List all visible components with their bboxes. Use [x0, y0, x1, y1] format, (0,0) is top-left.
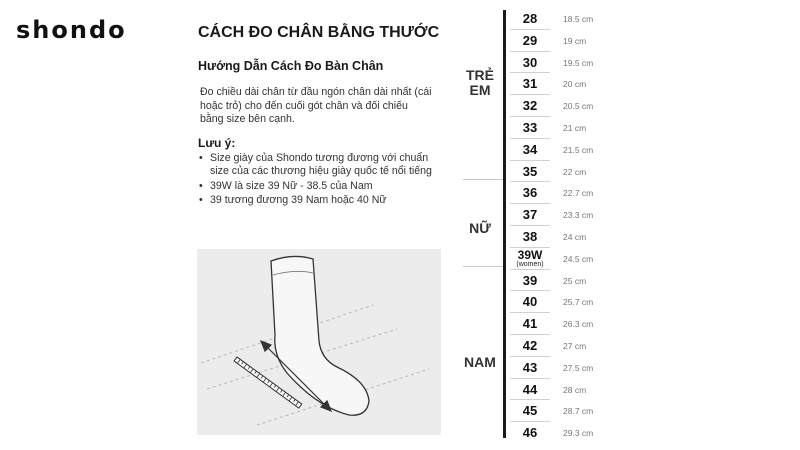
- size-value: 36: [522, 185, 538, 201]
- foot-length-cm: 18.5 cm: [563, 14, 594, 24]
- foot-length-cm: 24.5 cm: [563, 253, 594, 264]
- foot-length-cm: 23.3 cm: [563, 210, 594, 221]
- size-row: [510, 117, 600, 139]
- size-value: 39: [522, 272, 538, 288]
- size-row: [510, 335, 600, 357]
- size-value: 29: [522, 32, 538, 48]
- size-row: [510, 204, 600, 226]
- size-row: [510, 379, 600, 401]
- size-value: 33: [522, 120, 538, 135]
- foot-length-cm: 19.5 cm: [563, 57, 594, 68]
- size-value: 38: [522, 229, 538, 244]
- size-row: [510, 357, 600, 379]
- foot-length-cm: 20 cm: [563, 79, 587, 90]
- size-value: 37: [522, 207, 538, 223]
- size-value: 46: [522, 425, 538, 441]
- size-row: [510, 313, 600, 335]
- group-label-kids: TRẺ EM: [466, 67, 494, 98]
- note-item: • 39 tương đương 39 Nam hoặc 40 Nữ: [198, 194, 444, 207]
- size-value: 42: [522, 338, 538, 353]
- foot-length-cm: 25 cm: [563, 275, 587, 286]
- size-row: [510, 52, 600, 74]
- foot-length-cm: 29.3 cm: [563, 428, 594, 439]
- foot-length-cm: 27 cm: [563, 341, 587, 351]
- size-subtitle: (women): [516, 260, 544, 268]
- size-value: 31: [522, 76, 538, 92]
- size-row: [510, 422, 600, 444]
- size-value: 30: [522, 54, 538, 70]
- size-row: [510, 248, 600, 270]
- group-divider: [463, 179, 503, 180]
- foot-length-cm: 28.7 cm: [563, 406, 594, 417]
- size-value: 44: [522, 381, 538, 397]
- foot-length-cm: 22 cm: [563, 166, 587, 177]
- foot-length-cm: 22.7 cm: [563, 188, 594, 199]
- size-row: [510, 139, 600, 161]
- note-item: • Size giày của Shondo tương đương với chuẩn size của các thương hiệu giày quốc tế nổi tiếng: [198, 152, 444, 179]
- foot-length-cm: 24 cm: [563, 232, 587, 242]
- size-value: 35: [522, 163, 538, 179]
- size-value: 28: [522, 11, 538, 26]
- chart-vertical-bar: [503, 10, 506, 438]
- foot-length-cm: 28 cm: [563, 384, 587, 395]
- size-value: 41: [522, 316, 538, 332]
- size-row: [510, 291, 600, 313]
- size-row: [510, 226, 600, 248]
- group-label-women: NỮ: [469, 220, 491, 236]
- brand-logo[interactable]: shondo: [16, 16, 127, 44]
- size-value: 45: [522, 403, 538, 419]
- group-divider: [463, 266, 503, 267]
- note-item: • 39W là size 39 Nữ - 38.5 của Nam: [198, 180, 444, 193]
- note-title: Lưu ý:: [198, 136, 236, 150]
- foot-length-cm: 21 cm: [563, 123, 587, 133]
- foot-length-cm: 27.5 cm: [563, 362, 594, 373]
- guide-description: Đo chiều dài chân từ đầu ngón chân dài nhất (cái hoặc trỏ) cho đến cuối gót chân và đối chiếu bằng size bên cạnh.: [200, 86, 432, 125]
- size-row: [510, 182, 600, 204]
- page-title: CÁCH ĐO CHÂN BẰNG THƯỚC: [198, 24, 440, 41]
- size-row: [510, 270, 600, 292]
- size-value: 32: [522, 98, 538, 114]
- size-row: [510, 30, 600, 52]
- size-row: [510, 161, 600, 183]
- foot-length-cm: 25.7 cm: [563, 297, 594, 308]
- size-value: 34: [522, 141, 538, 157]
- size-row: [510, 400, 600, 422]
- size-row: [510, 8, 600, 30]
- group-label-men: NAM: [464, 354, 496, 370]
- foot-length-cm: 19 cm: [563, 35, 587, 46]
- guide-subtitle: Hướng Dẫn Cách Đo Bàn Chân: [198, 59, 384, 73]
- size-row: [510, 95, 600, 117]
- size-value: 39W: [517, 247, 543, 262]
- foot-length-cm: 20.5 cm: [563, 101, 594, 112]
- size-value: 43: [522, 359, 538, 375]
- size-row: [510, 73, 600, 95]
- foot-length-cm: 21.5 cm: [563, 144, 594, 155]
- foot-length-cm: 26.3 cm: [563, 319, 594, 330]
- size-value: 40: [522, 294, 538, 310]
